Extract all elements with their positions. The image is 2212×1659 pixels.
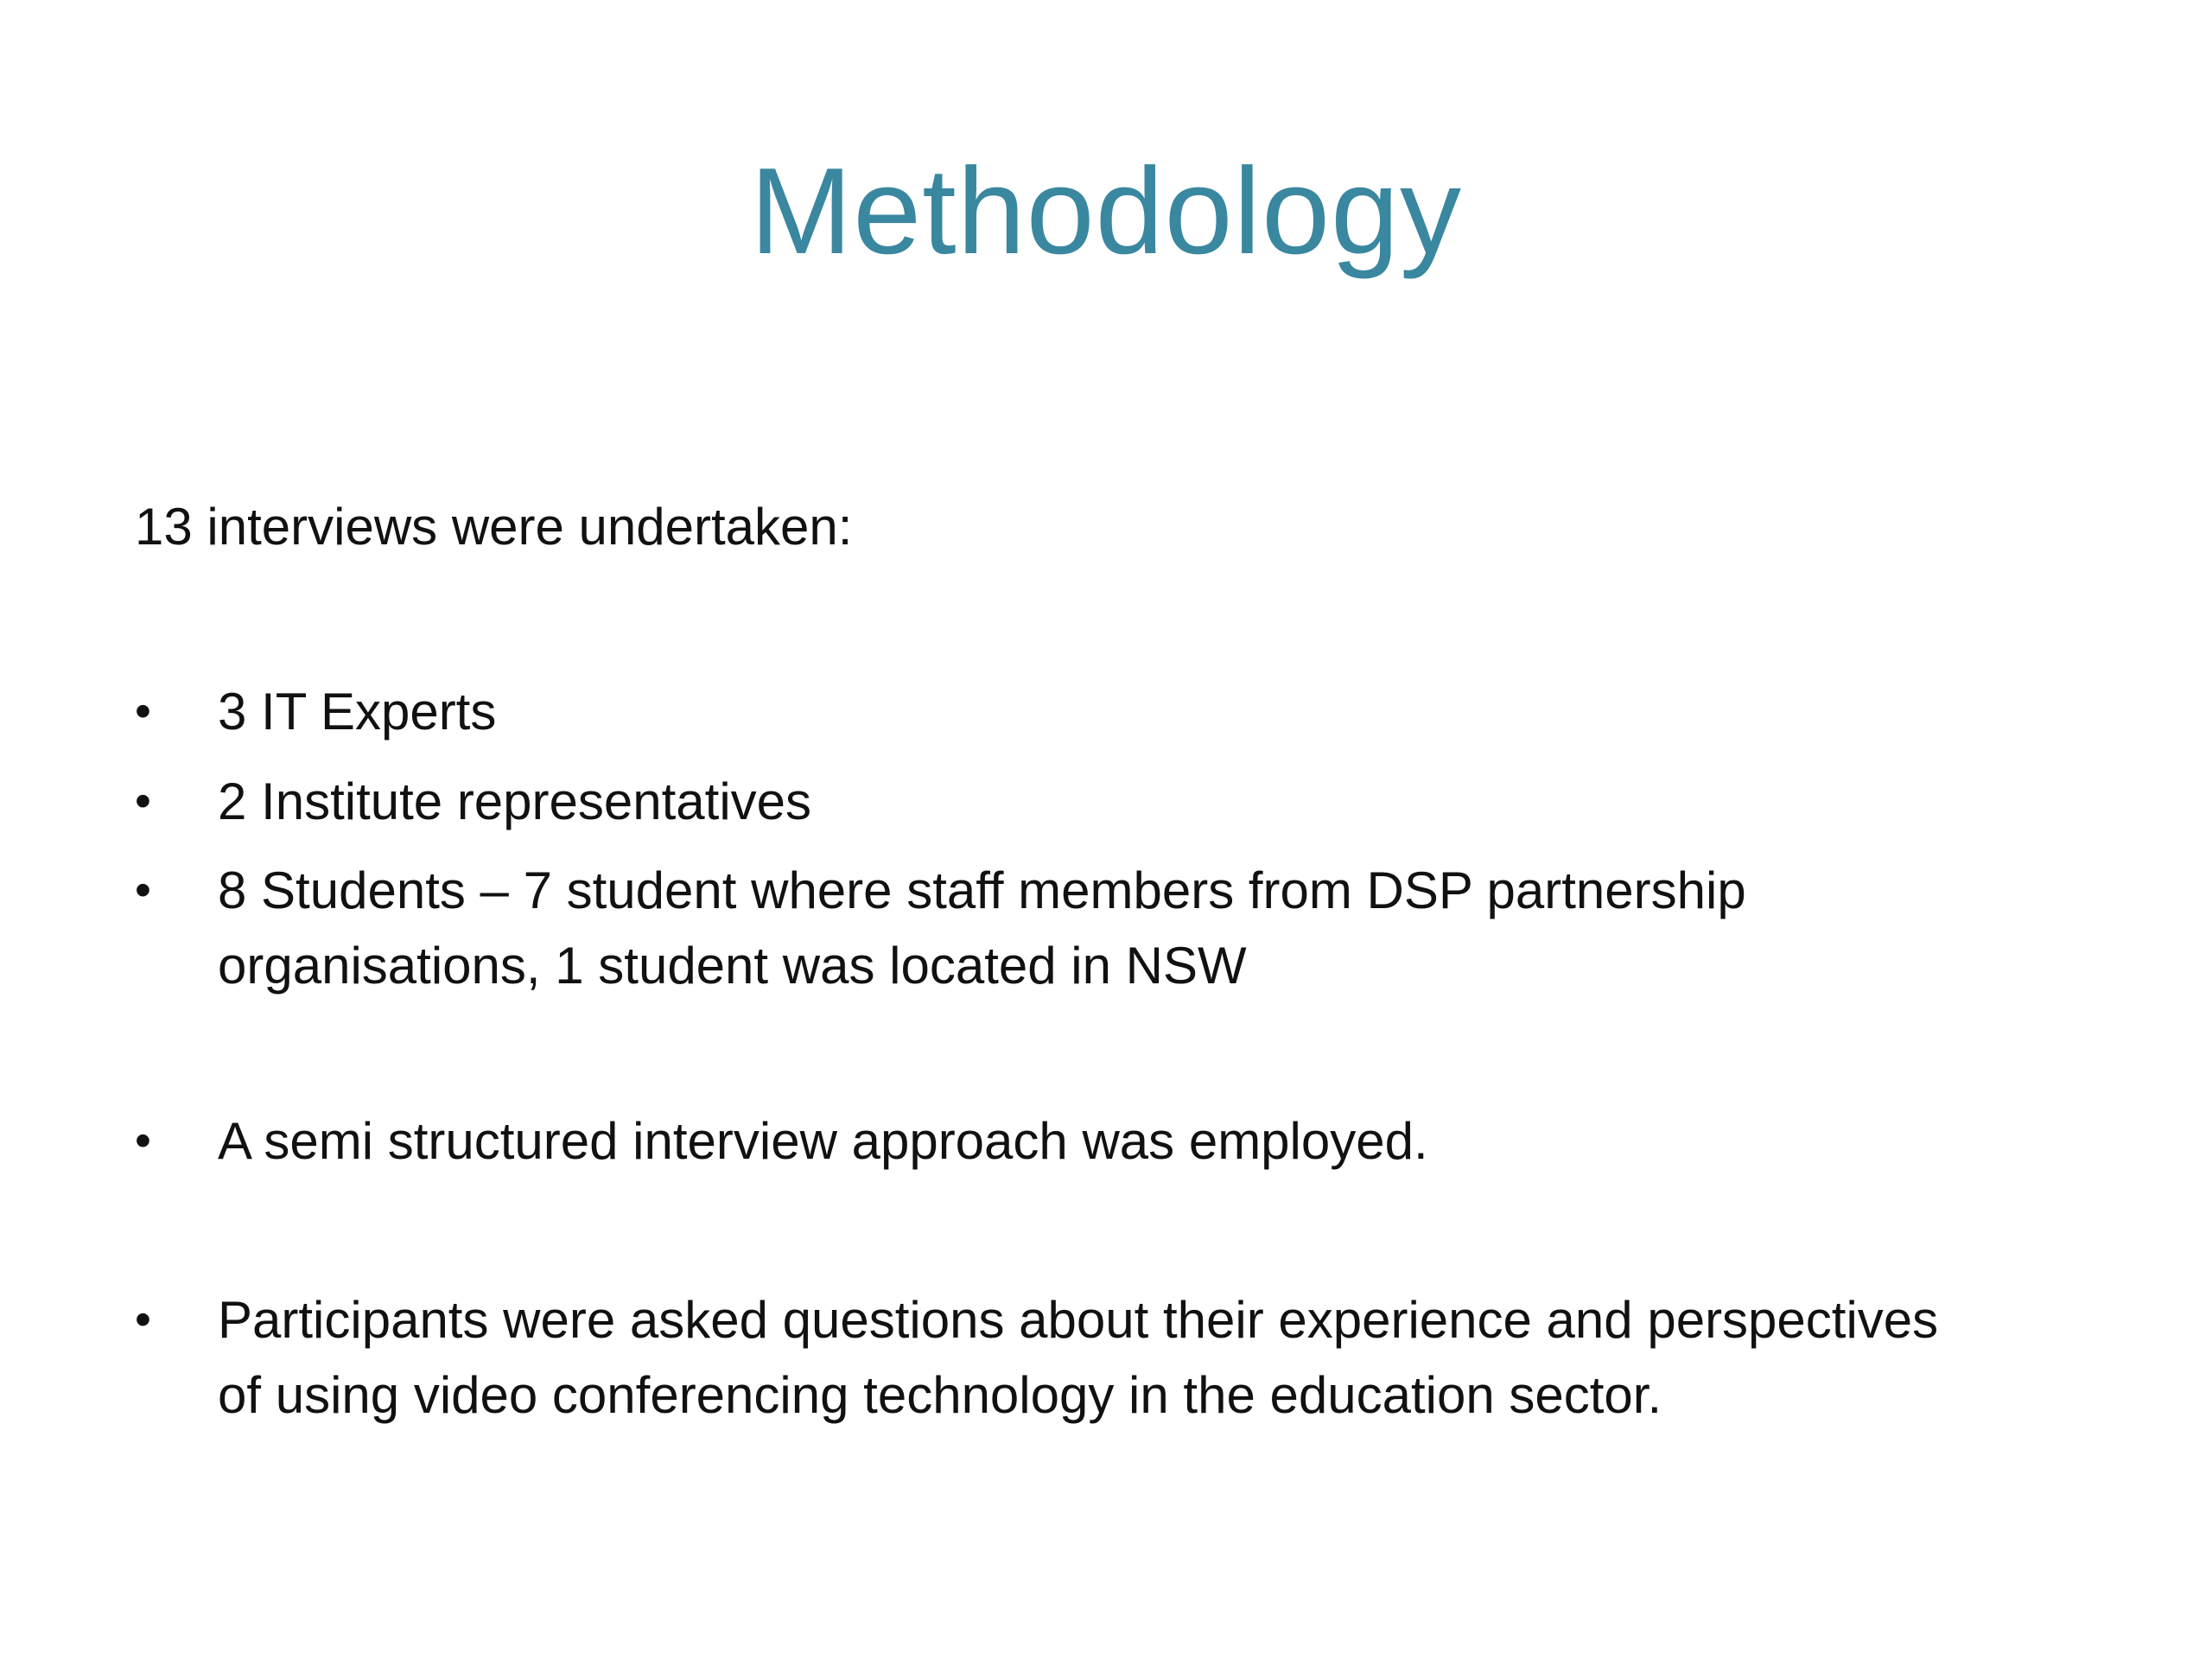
bullet-icon: • <box>135 864 151 916</box>
bullet-icon: • <box>135 1294 151 1345</box>
bullet-text: 2 Institute representatives <box>218 772 812 830</box>
bullet-item-interview-approach <box>135 1103 1993 1179</box>
bullet-text: 8 Students – 7 student where staff members from DSP partnership organisations, 1 student was located in NSW <box>218 861 1746 995</box>
bullet-item-participant-questions <box>135 1282 1993 1433</box>
slide-title: Methodology <box>749 143 1463 280</box>
bullet-item-students <box>135 853 1993 1003</box>
intro-text: 13 interviews were undertaken: <box>135 498 853 556</box>
bullet-icon: • <box>135 775 151 827</box>
bullet-item-institute-representatives <box>135 764 1993 839</box>
bullet-text: A semi structured interview approach was employed. <box>218 1112 1428 1170</box>
bullet-icon: • <box>135 685 151 737</box>
bullet-text: Participants were asked questions about their experience and perspectives of using video conferencing technology in the education sector. <box>218 1291 1939 1424</box>
bullet-text: 3 IT Experts <box>218 683 497 741</box>
bullet-icon: • <box>135 1115 151 1166</box>
bullet-item-it-experts <box>135 674 1993 749</box>
